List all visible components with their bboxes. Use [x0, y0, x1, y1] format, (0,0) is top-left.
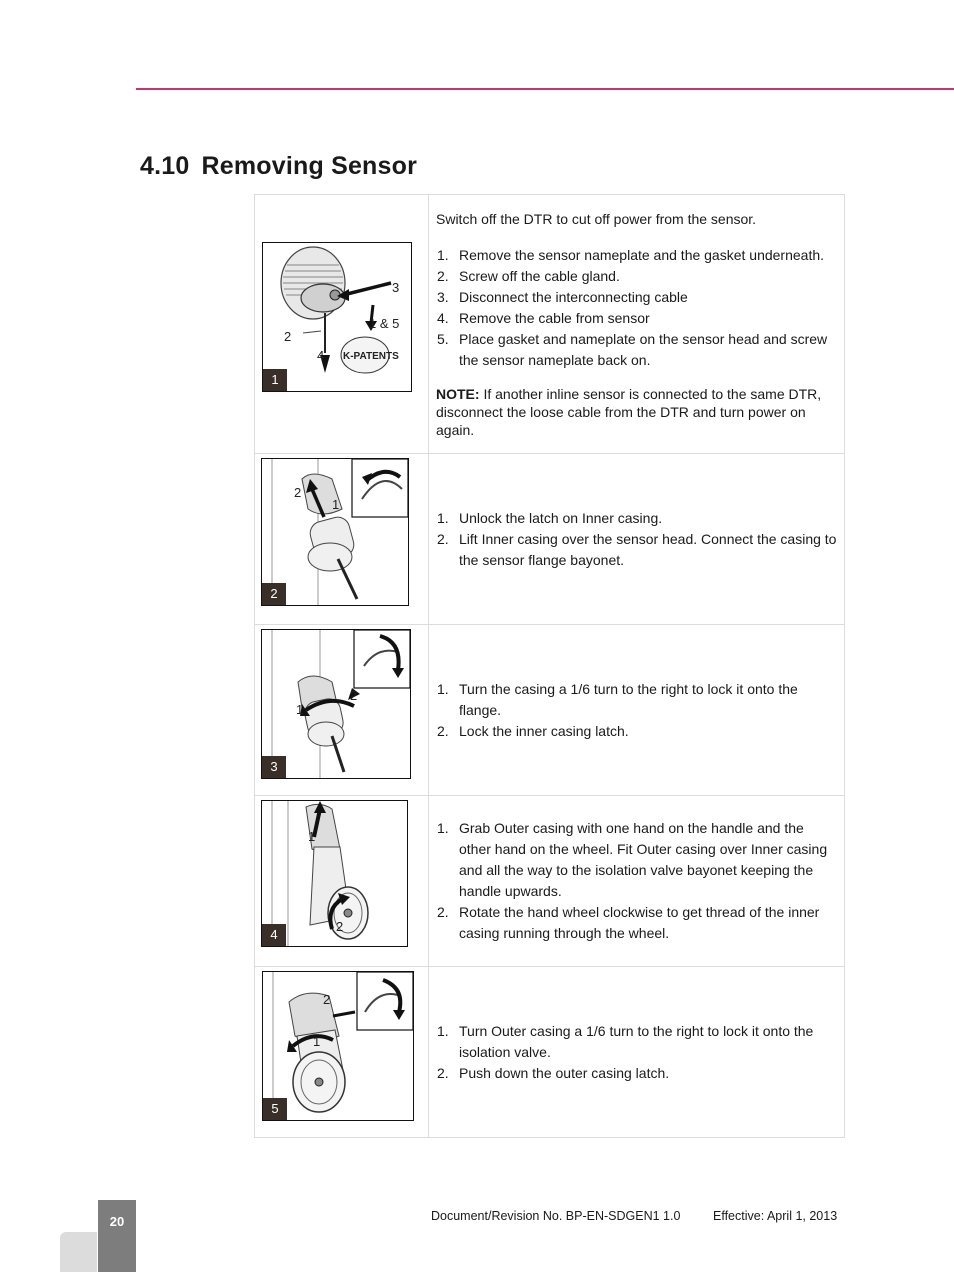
callout-label: 1 — [296, 702, 304, 717]
step-illustration — [262, 971, 414, 1121]
item-number: 2. — [437, 722, 449, 739]
callout-label: 2 — [350, 688, 358, 703]
item-text: Turn the casing a 1/6 turn to the right to lock it onto the flange. — [459, 680, 798, 718]
step-row — [255, 796, 845, 967]
list-item — [436, 1063, 838, 1084]
callout-label: 1 & 5 — [369, 316, 400, 331]
section-number: 4.10 — [140, 152, 190, 180]
callout-label: 3 — [392, 280, 400, 295]
callout-label: 1 — [332, 497, 340, 512]
intro-text: Switch off the DTR to cut off power from the sensor. — [436, 211, 757, 227]
item-text: Grab Outer casing with one hand on the handle and the other hand on the wheel. Fit Outer casing over Inner casing and all the way to the isolation valve bayonet keeping the handle upwards. — [459, 820, 828, 899]
item-number: 2. — [437, 904, 449, 920]
item-text: Turn Outer casing a 1/6 turn to the right to lock it onto the isolation valve. — [459, 1022, 814, 1060]
list-item — [436, 529, 838, 571]
list-item — [436, 245, 838, 266]
step-row — [255, 454, 845, 625]
step-row — [255, 195, 845, 454]
step-illustration — [261, 629, 411, 779]
step-number-badge: 2 — [262, 583, 286, 605]
item-number: 4. — [437, 310, 449, 326]
list-item — [436, 679, 838, 721]
item-text: Lift Inner casing over the sensor head. Connect the casing to the sensor flange bayonet. — [459, 530, 837, 568]
list-item — [436, 266, 838, 287]
step-number-badge: 3 — [262, 756, 286, 778]
section-title: Removing Sensor — [201, 152, 418, 180]
callout-label: 2 — [336, 919, 344, 934]
step-illustration — [261, 800, 408, 947]
item-text: Remove the sensor nameplate and the gasket underneath. — [459, 247, 825, 263]
item-number: 3. — [437, 289, 449, 305]
item-text: Rotate the hand wheel clockwise to get thread of the inner casing running through the wheel. — [459, 904, 820, 941]
step-number-badge: 1 — [263, 369, 287, 391]
item-text: Place gasket and nameplate on the sensor head and screw the sensor nameplate back on. — [459, 331, 828, 368]
step-figure-cell — [255, 796, 429, 967]
step-figure-cell — [255, 967, 429, 1138]
step-instructions — [429, 625, 845, 796]
step-instructions — [429, 796, 845, 967]
item-number: 1. — [437, 247, 449, 263]
item-text: Disconnect the interconnecting cable — [459, 289, 688, 305]
header-rule — [136, 88, 954, 90]
list-item — [436, 308, 838, 329]
callout-label: 4 — [317, 348, 325, 363]
instruction-list — [436, 245, 838, 371]
item-number: 1. — [437, 509, 449, 526]
procedure-table — [254, 194, 845, 1138]
instruction-list — [436, 679, 838, 742]
item-number: 1. — [437, 1022, 449, 1039]
footer-document-revision: Document/Revision No. BP-EN-SDGEN1 1.0 — [431, 1209, 681, 1223]
footer-effective-date: Effective: April 1, 2013 — [713, 1209, 838, 1223]
step-instructions — [429, 195, 845, 454]
step-figure-cell — [255, 625, 429, 796]
item-text: Unlock the latch on Inner casing. — [459, 509, 663, 526]
list-item — [436, 1021, 838, 1063]
note-label: NOTE: — [436, 386, 480, 402]
step-instructions — [429, 967, 845, 1138]
list-item — [436, 721, 838, 742]
item-text: Push down the outer casing latch. — [459, 1064, 670, 1081]
list-item — [436, 818, 838, 902]
callout-label: 2 — [284, 329, 292, 344]
step-figure-cell — [255, 195, 429, 454]
page-number: 20 — [109, 1214, 125, 1229]
instruction-list — [436, 1021, 838, 1084]
page-number-tab — [98, 1200, 136, 1272]
callout-label: 1 — [308, 829, 316, 844]
item-text: Remove the cable from sensor — [459, 310, 650, 326]
instruction-list — [436, 818, 838, 944]
item-text: Lock the inner casing latch. — [459, 722, 629, 739]
note-paragraph — [436, 385, 838, 439]
item-number: 2. — [437, 1064, 449, 1081]
page-tab-decoration — [60, 1232, 97, 1272]
step-figure-cell — [255, 454, 429, 625]
item-number: 5. — [437, 331, 449, 347]
step-illustration — [261, 458, 409, 606]
list-item — [436, 902, 838, 944]
list-item — [436, 329, 838, 371]
list-item — [436, 508, 838, 529]
item-text: Screw off the cable gland. — [459, 268, 620, 284]
step-instructions — [429, 454, 845, 625]
item-number: 1. — [437, 820, 449, 836]
list-item — [436, 287, 838, 308]
item-number: 2. — [437, 530, 449, 547]
item-number: 1. — [437, 680, 449, 697]
step-row — [255, 625, 845, 796]
item-number: 2. — [437, 268, 449, 284]
callout-label: 1 — [313, 1034, 321, 1049]
step-row — [255, 967, 845, 1138]
callout-label: 2 — [294, 485, 302, 500]
step-illustration — [262, 242, 412, 392]
callout-label: 2 — [323, 992, 331, 1007]
step-number-badge: 5 — [263, 1098, 287, 1120]
instruction-list — [436, 508, 838, 571]
svg-text:K-PATENTS: K-PATENTS — [343, 351, 399, 362]
step-number-badge: 4 — [262, 924, 286, 946]
section-heading — [140, 152, 417, 181]
note-text: If another inline sensor is connected to the same DTR, disconnect the loose cable from the DTR and turn power on again. — [436, 386, 822, 438]
